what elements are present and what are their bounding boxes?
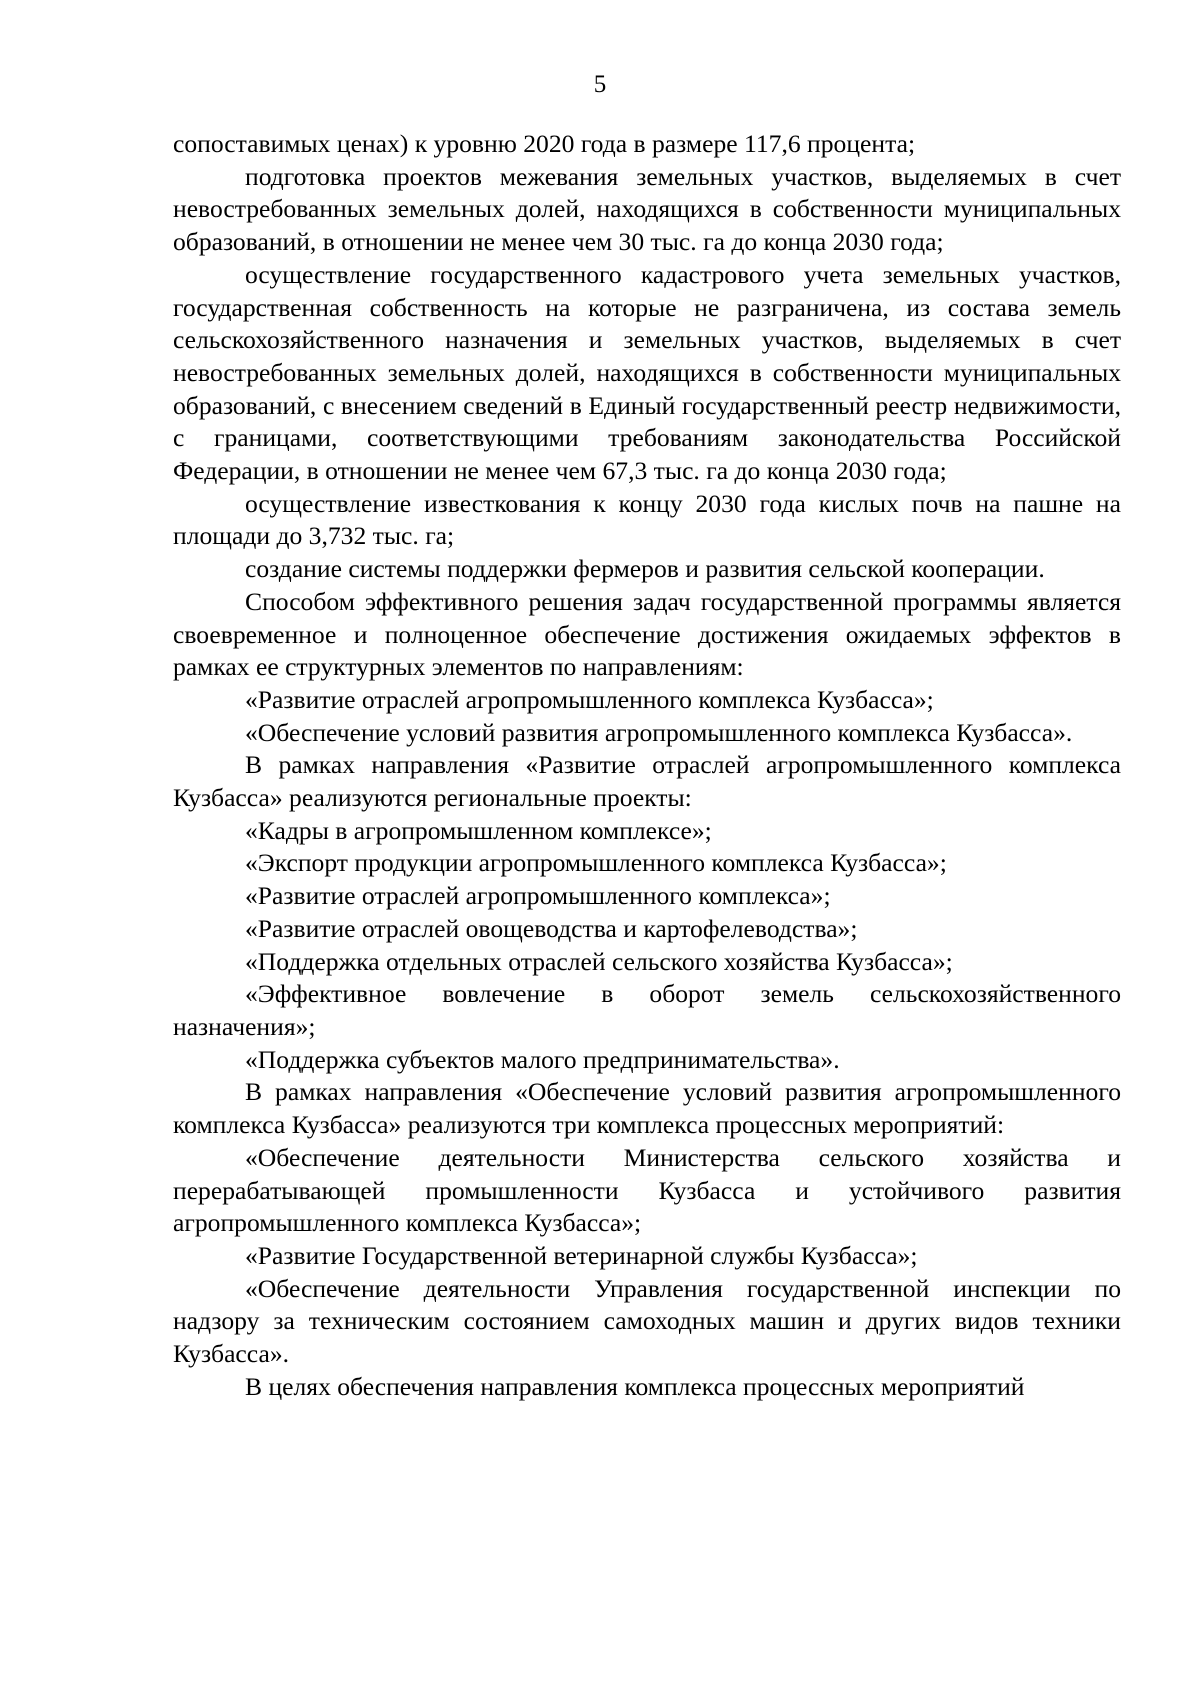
paragraph: Способом эффективного решения задач государственной программы является своевременное и полноценное обеспечение достижения ожидаемых эффектов в рамках ее структурных элементов по направлениям: <box>173 586 1121 682</box>
paragraph: «Развитие отраслей агропромышленного комплекса»; <box>245 881 831 911</box>
paragraph: сопоставимых ценах) к уровню 2020 года в размере 117,6 процента; <box>173 129 916 158</box>
paragraph: В рамках направления «Обеспечение условий развития агропромышленного комплекса Кузбасса» реализуются три комплекса процессных мероприятий: <box>173 1077 1121 1140</box>
paragraph: «Обеспечение условий развития агропромышленного комплекса Кузбасса». <box>245 717 1073 747</box>
paragraph: «Кадры в агропромышленном комплексе»; <box>245 815 712 845</box>
paragraph: «Экспорт продукции агропромышленного комплекса Кузбасса»; <box>245 848 947 878</box>
paragraph: подготовка проектов межевания земельных участков, выделяемых в счет невостребованных земельных долей, находящихся в собственности муниципальных образований, в отношении не менее чем 30 тыс. га до конца 2030 года; <box>173 161 1121 257</box>
paragraph: «Поддержка субъектов малого предпринимательства». <box>245 1044 840 1074</box>
document-body <box>173 128 1121 1403</box>
paragraph: осуществление государственного кадастрового учета земельных участков, государственная собственность на которые не разграничена, из состава земель сельскохозяйственного назначения и земельных участков, выделяемых в счет невостребованных земельных долей, находящихся в собственности муниципальных образований, с внесением сведений в Единый государственный реестр недвижимости, с границами, соответствующими требованиям законодательства Российской Федерации, в отношении не менее чем 67,3 тыс. га до конца 2030 года; <box>173 259 1121 486</box>
paragraph: «Развитие отраслей овощеводства и картофелеводства»; <box>245 913 858 943</box>
paragraph: «Эффективное вовлечение в оборот земель сельскохозяйственного назначения»; <box>173 979 1121 1041</box>
paragraph: создание системы поддержки фермеров и развития сельской кооперации. <box>245 554 1045 584</box>
paragraph: В рамках направления «Развитие отраслей агропромышленного комплекса Кузбасса» реализуются региональные проекты: <box>173 750 1121 813</box>
paragraph: осуществление известкования к концу 2030 года кислых почв на пашне на площади до 3,732 тыс. га; <box>173 488 1121 551</box>
paragraph: «Поддержка отдельных отраслей сельского хозяйства Кузбасса»; <box>245 946 953 976</box>
paragraph: «Развитие отраслей агропромышленного комплекса Кузбасса»; <box>245 684 934 714</box>
paragraph: «Обеспечение деятельности Управления государственной инспекции по надзору за техническим состоянием самоходных машин и других видов техники Кузбасса». <box>173 1273 1121 1369</box>
page-number: 5 <box>593 71 607 98</box>
paragraph: «Обеспечение деятельности Министерства сельского хозяйства и перерабатывающей промышленности Кузбасса и устойчивого развития агропромышленного комплекса Кузбасса»; <box>173 1142 1121 1238</box>
paragraph: «Развитие Государственной ветеринарной службы Кузбасса»; <box>245 1240 918 1270</box>
paragraph: В целях обеспечения направления комплекса процессных мероприятий <box>245 1371 1025 1401</box>
